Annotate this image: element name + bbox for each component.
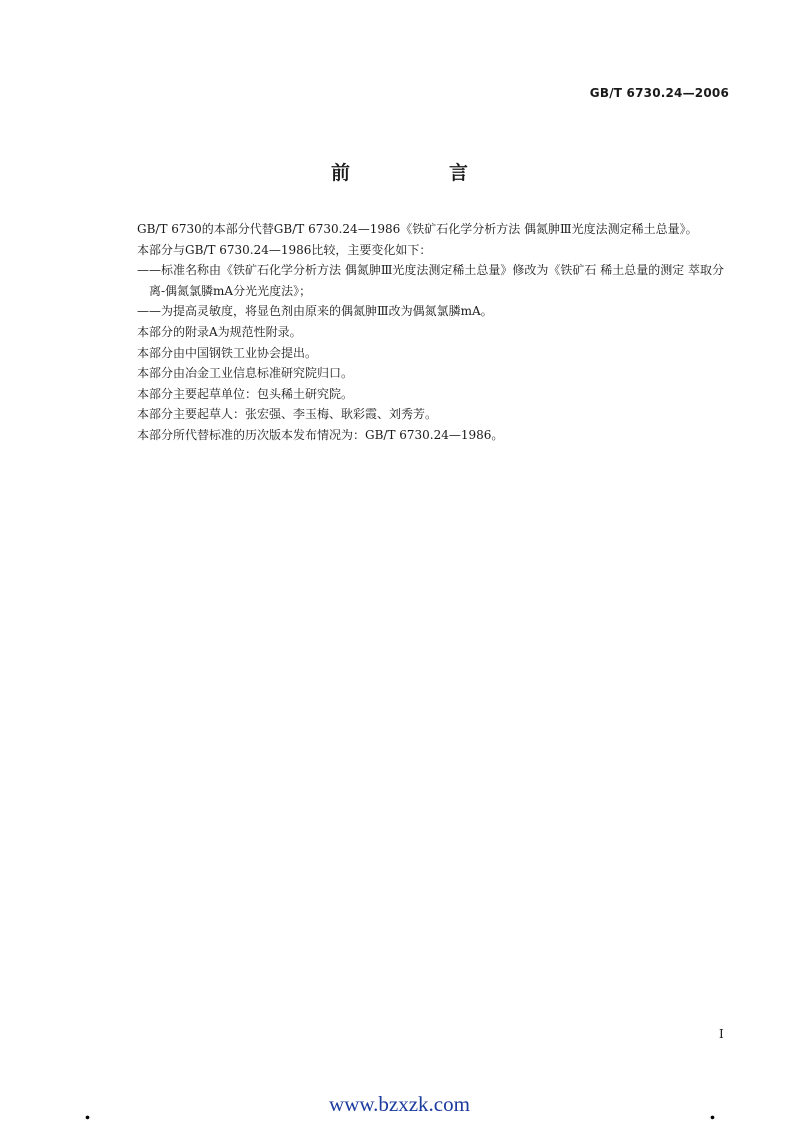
paragraph-changes-intro: 本部分与GB/T 6730.24—1986比较，主要变化如下： [137,242,432,257]
page-number: I [719,1027,724,1041]
paragraph-replacement: GB/T 6730的本部分代替GB/T 6730.24—1986《铁矿石化学分析方法 偶氮胂Ⅲ光度法测定稀土总量》。 [137,222,698,236]
footer-dot-right: . [709,1100,716,1124]
footer-dot-left: . [84,1100,91,1124]
paragraph-appendix: 本部分的附录A为规范性附录。 [137,324,302,339]
foreword-body [112,219,732,446]
page-title: 前 言 [330,162,508,184]
standard-number: GB/T 6730.24—2006 [589,86,729,100]
paragraph-drafters: 本部分主要起草人：张宏强、李玉梅、耿彩霞、刘秀芳。 [137,407,438,422]
watermark-link[interactable]: www.bzxzk.com [329,1092,470,1116]
change-item-title: ——标准名称由《铁矿石化学分析方法 偶氮胂Ⅲ光度法测定稀土总量》修改为《铁矿石 稀土总量的测定 萃取分离-偶氮氯膦mA分光光度法》； [137,263,725,298]
paragraph-proposer: 本部分由中国钢铁工业协会提出。 [137,345,318,360]
change-item-reagent: ——为提高灵敏度，将显色剂由原来的偶氮胂Ⅲ改为偶氮氯膦mA。 [137,304,493,319]
paragraph-administrator: 本部分由冶金工业信息标准研究院归口。 [137,366,354,381]
paragraph-previous-editions: 本部分所代替标准的历次版本发布情况为：GB/T 6730.24—1986。 [137,427,504,442]
paragraph-drafting-unit: 本部分主要起草单位：包头稀土研究院。 [137,386,354,401]
